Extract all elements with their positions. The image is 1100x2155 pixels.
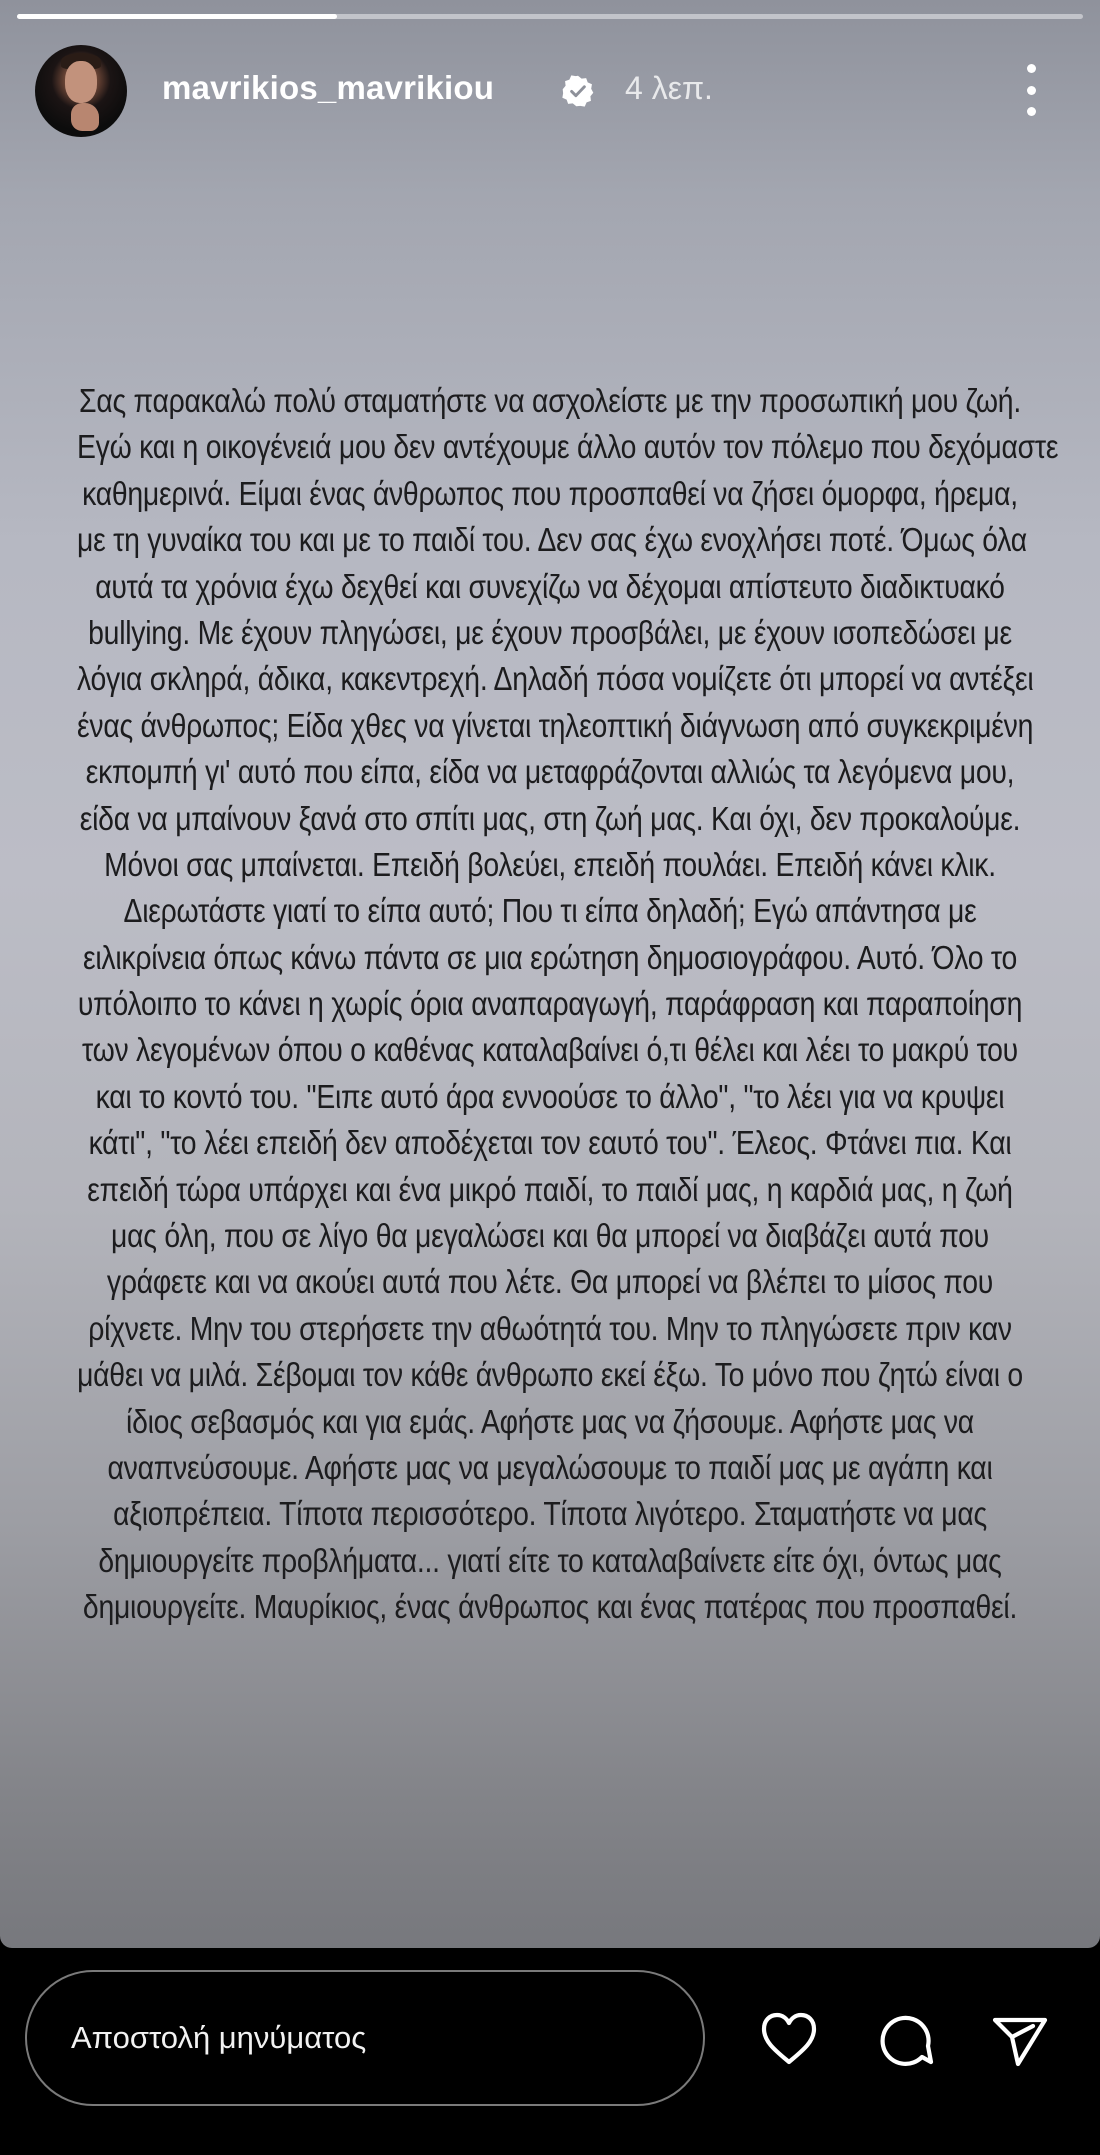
story-progress-bar — [17, 14, 1083, 19]
message-line: λόγια σκληρά, άδικα, κακεντρεχή. Δηλαδή πόσα νομίζετε ότι μπορεί να αντέξει — [77, 660, 1034, 698]
comment-icon — [872, 2006, 938, 2072]
like-button[interactable] — [756, 2006, 822, 2072]
message-line: Σας παρακαλώ πολύ σταματήστε να ασχολείστε με την προσωπική μου ζωή. — [79, 382, 1021, 419]
message-line: και το κοντό του. "Ειπε αυτό άρα εννοούσε το άλλο", "το λέει για να κρυψει — [95, 1077, 1005, 1115]
comment-button[interactable] — [872, 2006, 938, 2072]
message-line: καθημερινά. Είμαι ένας άνθρωπος που προσπαθεί να ζήσει όμορφα, ήρεμα, — [82, 474, 1018, 512]
message-line: δημιουργείτε. Μαυρίκιος, ένας άνθρωπος και ένας πατέρας που προσπαθεί. — [82, 1588, 1018, 1626]
message-line: ένας άνθρωπος; Είδα χθες να γίνεται τηλεοπτική διάγνωση από συγκεκριμένη — [77, 706, 1034, 744]
username-link[interactable]: mavrikios_mavrikiou — [162, 69, 495, 106]
message-line: ίδιος σεβασμός και για εμάς. Αφήστε μας να ζήσουμε. Αφήστε μας να — [126, 1402, 974, 1440]
message-line: αναπνεύσουμε. Αφήστε μας να μεγαλώσουμε το παιδί μας με αγάπη και — [107, 1448, 993, 1486]
message-line: ειλικρίνεια όπως κάνω πάντα σε μια ερώτηση δημοσιογράφου. Αυτό. Όλο το — [82, 938, 1018, 976]
story-progress-fill — [17, 14, 337, 19]
story-message-text — [0, 378, 1100, 1631]
more-vertical-icon-dot — [1027, 86, 1036, 95]
message-line: Εγώ και η οικογένειά μου δεν αντέχουμε άλλο αυτόν τον πόλεμο που δεχόμαστε — [77, 428, 1059, 466]
verified-badge-icon — [561, 74, 595, 108]
message-line: αυτά τα χρόνια έχω δεχθεί και συνεχίζω να δέχομαι απίστευτο διαδικτυακό — [95, 567, 1005, 605]
message-line: κάτι", "το λέει επειδή δεν αποδέχεται τον εαυτό του". Έλεος. Φτάνει πια. Και — [88, 1124, 1012, 1162]
more-vertical-icon-dot — [1027, 107, 1036, 116]
message-line: Διερωτάστε γιατί το είπα αυτό; Που τι είπα δηλαδή; Εγώ απάντησα με — [123, 892, 977, 930]
message-line: μάθει να μιλά. Σέβομαι τον κάθε άνθρωπο εκεί έξω. Το μόνο που ζητώ είναι ο — [77, 1356, 1023, 1394]
message-line: με τη γυναίκα του και με το παιδί του. Δεν σας έχω ενοχλήσει ποτέ. Όμως όλα — [77, 521, 1027, 559]
message-line: Μόνοι σας μπαίνεται. Επειδή βολεύει, επειδή πουλάει. Επειδή κάνει κλικ. — [104, 845, 996, 883]
message-line: bullying. Με έχουν πληγώσει, με έχουν προσβάλει, με έχουν ισοπεδώσει με — [88, 613, 1012, 651]
story-timestamp: 4 λεπ. — [625, 70, 713, 106]
message-line: είδα να μπαίνουν ξανά στο σπίτι μας, στη ζωή μας. Και όχι, δεν προκαλούμε. — [79, 799, 1021, 837]
message-line: επειδή τώρα υπάρχει και ένα μικρό παιδί, το παιδί μας, η καρδιά μας, η ζωή — [87, 1170, 1013, 1208]
avatar-face — [65, 61, 97, 103]
message-line: ρίχνετε. Μην του στερήσετε την αθωότητά του. Μην το πληγώσετε πριν καν — [88, 1309, 1012, 1347]
heart-icon — [756, 2006, 822, 2072]
send-message-input[interactable] — [25, 1970, 705, 2106]
message-line: των λεγομένων όπου ο καθένας καταλαβαίνει ό,τι θέλει και λέει το μακρύ του — [82, 1031, 1018, 1069]
reply-bar — [0, 1948, 1100, 2155]
share-button[interactable] — [987, 2006, 1053, 2072]
message-line: δημιουργείτε προβλήματα... γιατί είτε το καταλαβαίνετε είτε όχι, όντως μας — [98, 1541, 1002, 1579]
avatar[interactable] — [35, 45, 127, 137]
more-vertical-icon-dot — [1027, 64, 1036, 73]
message-line: μας όλη, που σε λίγο θα μεγαλώσει και θα μπορεί να διαβάζει αυτά που — [111, 1217, 989, 1255]
message-line: υπόλοιπο το κάνει η χωρίς όρια αναπαραγωγή, παράφραση και παραποίηση — [77, 985, 1023, 1023]
send-icon — [987, 2006, 1053, 2072]
message-line: γράφετε και να ακούει αυτά που λέτε. Θα μπορεί να βλέπει το μίσος που — [106, 1263, 994, 1301]
message-line: εκπομπή γι' αυτό που είπα, είδα να μεταφράζονται αλλιώς τα λεγόμενα μου, — [85, 753, 1015, 791]
avatar-hand — [71, 103, 99, 131]
more-options-button[interactable] — [1018, 60, 1044, 120]
message-line: αξιοπρέπεια. Τίποτα περισσότερο. Τίποτα λιγότερο. Σταματήστε να μας — [113, 1495, 987, 1533]
